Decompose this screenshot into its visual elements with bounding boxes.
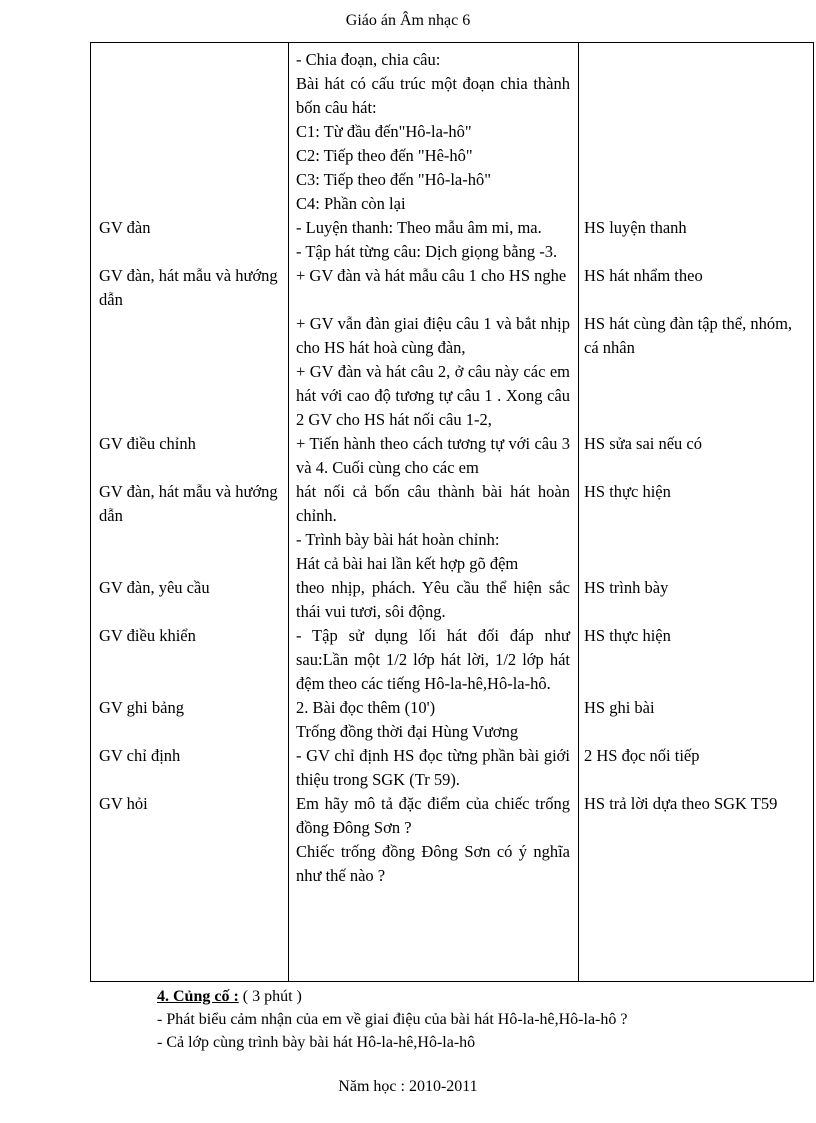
teacher-activity: GV điều khiển (99, 626, 196, 645)
table-row (91, 480, 813, 576)
content-line: + GV đàn và hát câu 2, ở câu này các em hát với cao độ tương tự câu 1 . Xong câu 2 GV cho HS hát nối câu 1-2, (296, 362, 570, 429)
lesson-content (288, 432, 578, 480)
lesson-content (288, 216, 578, 264)
content-line: - Trình bày bài hát hoàn chỉnh: (296, 530, 500, 549)
teacher-activity (91, 48, 288, 216)
student-activity: HS trả lời dựa theo SGK T59 (584, 794, 778, 813)
teacher-activity: GV đàn, hát mẫu và hướng dẫn (99, 482, 278, 525)
consolidation-item: - Cả lớp cùng trình bày bài hát Hô-la-hê,Hô-la-hô (157, 1034, 476, 1051)
content-line: Hát cả bài hai lần kết hợp gõ đệm (296, 554, 519, 573)
content-line: + GV vẫn đàn giai điệu câu 1 và bắt nhịp cho HS hát hoà cùng đàn, (296, 314, 570, 357)
content-line: - GV chỉ định HS đọc từng phần bài giới thiệu trong SGK (Tr 59). (296, 746, 570, 789)
teacher-activity: GV điều chỉnh (99, 434, 196, 453)
lesson-content (288, 312, 578, 432)
lesson-content (288, 792, 578, 888)
student-activity: HS hát nhẩm theo (584, 266, 703, 285)
student-activity: HS thực hiện (584, 482, 671, 501)
consolidation-item: - Phát biểu cảm nhận của em về giai điệu của bài hát Hô-la-hê,Hô-la-hô ? (157, 1011, 628, 1028)
lesson-content (288, 48, 578, 216)
content-line: theo nhịp, phách. Yêu cầu thể hiện sắc thái vui tươi, sôi động. (296, 578, 570, 621)
teacher-activity: GV hỏi (99, 794, 148, 813)
student-activity (578, 48, 813, 216)
student-activity: HS sửa sai nếu có (584, 434, 703, 453)
teacher-activity (91, 312, 288, 432)
table-row (91, 576, 813, 624)
lesson-content (288, 744, 578, 792)
content-line: 2. Bài đọc thêm (10') (296, 698, 436, 717)
consolidation-heading: 4. Củng cố : (157, 988, 239, 1005)
table-row (91, 264, 813, 312)
table-row (91, 792, 813, 888)
page-header: Giáo án Âm nhạc 6 (345, 12, 471, 29)
teacher-activity: GV đàn, hát mẫu và hướng dẫn (99, 266, 278, 309)
table-row (91, 624, 813, 696)
student-activity: HS ghi bài (584, 698, 655, 717)
teacher-activity: GV chỉ định (99, 746, 181, 765)
lesson-content (288, 624, 578, 696)
consolidation-time: ( 3 phút ) (238, 988, 302, 1005)
student-activity: HS thực hiện (584, 626, 671, 645)
lesson-table (90, 42, 814, 982)
teacher-activity: GV đàn, yêu cầu (99, 578, 210, 597)
content-line: - Tập sử dụng lối hát đối đáp như sau:Lần một 1/2 lớp hát lời, 1/2 lớp hát đệm theo các tiếng Hô-la-hê,Hô-la-hô. (296, 626, 570, 693)
content-line: + GV đàn và hát mẫu câu 1 cho HS nghe (296, 266, 567, 285)
table-row (91, 48, 813, 216)
school-year: Năm học : 2010-2011 (338, 1078, 478, 1095)
table-row (91, 696, 813, 744)
content-line: C4: Phần còn lại (296, 194, 406, 213)
content-line: C3: Tiếp theo đến "Hô-la-hô" (296, 170, 491, 189)
student-activity: HS hát cùng đàn tập thể, nhóm, cá nhân (584, 314, 793, 357)
content-line: Trống đồng thời đại Hùng Vương (296, 722, 519, 741)
lesson-content (288, 480, 578, 576)
table-row (91, 432, 813, 480)
lesson-content (288, 696, 578, 744)
teacher-activity: GV ghi bảng (99, 698, 184, 717)
content-line: Bài hát có cấu trúc một đoạn chia thành bốn câu hát: (296, 74, 570, 117)
content-line: Chiếc trống đồng Đông Sơn có ý nghĩa như thế nào ? (296, 842, 570, 885)
table-row (91, 312, 813, 432)
content-line: - Luyện thanh: Theo mẫu âm mi, ma. (296, 218, 542, 237)
student-activity: HS trình bày (584, 578, 669, 597)
lesson-content (288, 576, 578, 624)
content-line: - Tập hát từng câu: Dịch giọng bằng -3. (296, 242, 558, 261)
content-line: Em hãy mô tả đặc điểm của chiếc trống đồng Đông Sơn ? (296, 794, 570, 837)
table-rows (91, 48, 813, 888)
content-line: hát nối cả bốn câu thành bài hát hoàn chỉnh. (296, 482, 570, 525)
table-row (91, 744, 813, 792)
content-line: C1: Từ đầu đến"Hô-la-hô" (296, 122, 472, 141)
content-line: C2: Tiếp theo đến "Hê-hô" (296, 146, 473, 165)
teacher-activity: GV đàn (99, 218, 151, 237)
content-line: - Chia đoạn, chia câu: (296, 50, 441, 69)
lesson-content (288, 264, 578, 312)
student-activity: 2 HS đọc nối tiếp (584, 746, 700, 765)
student-activity: HS luyện thanh (584, 218, 687, 237)
content-line: + Tiến hành theo cách tương tự với câu 3 và 4. Cuối cùng cho các em (296, 434, 570, 477)
table-row (91, 216, 813, 264)
consolidation-section (157, 985, 627, 1054)
